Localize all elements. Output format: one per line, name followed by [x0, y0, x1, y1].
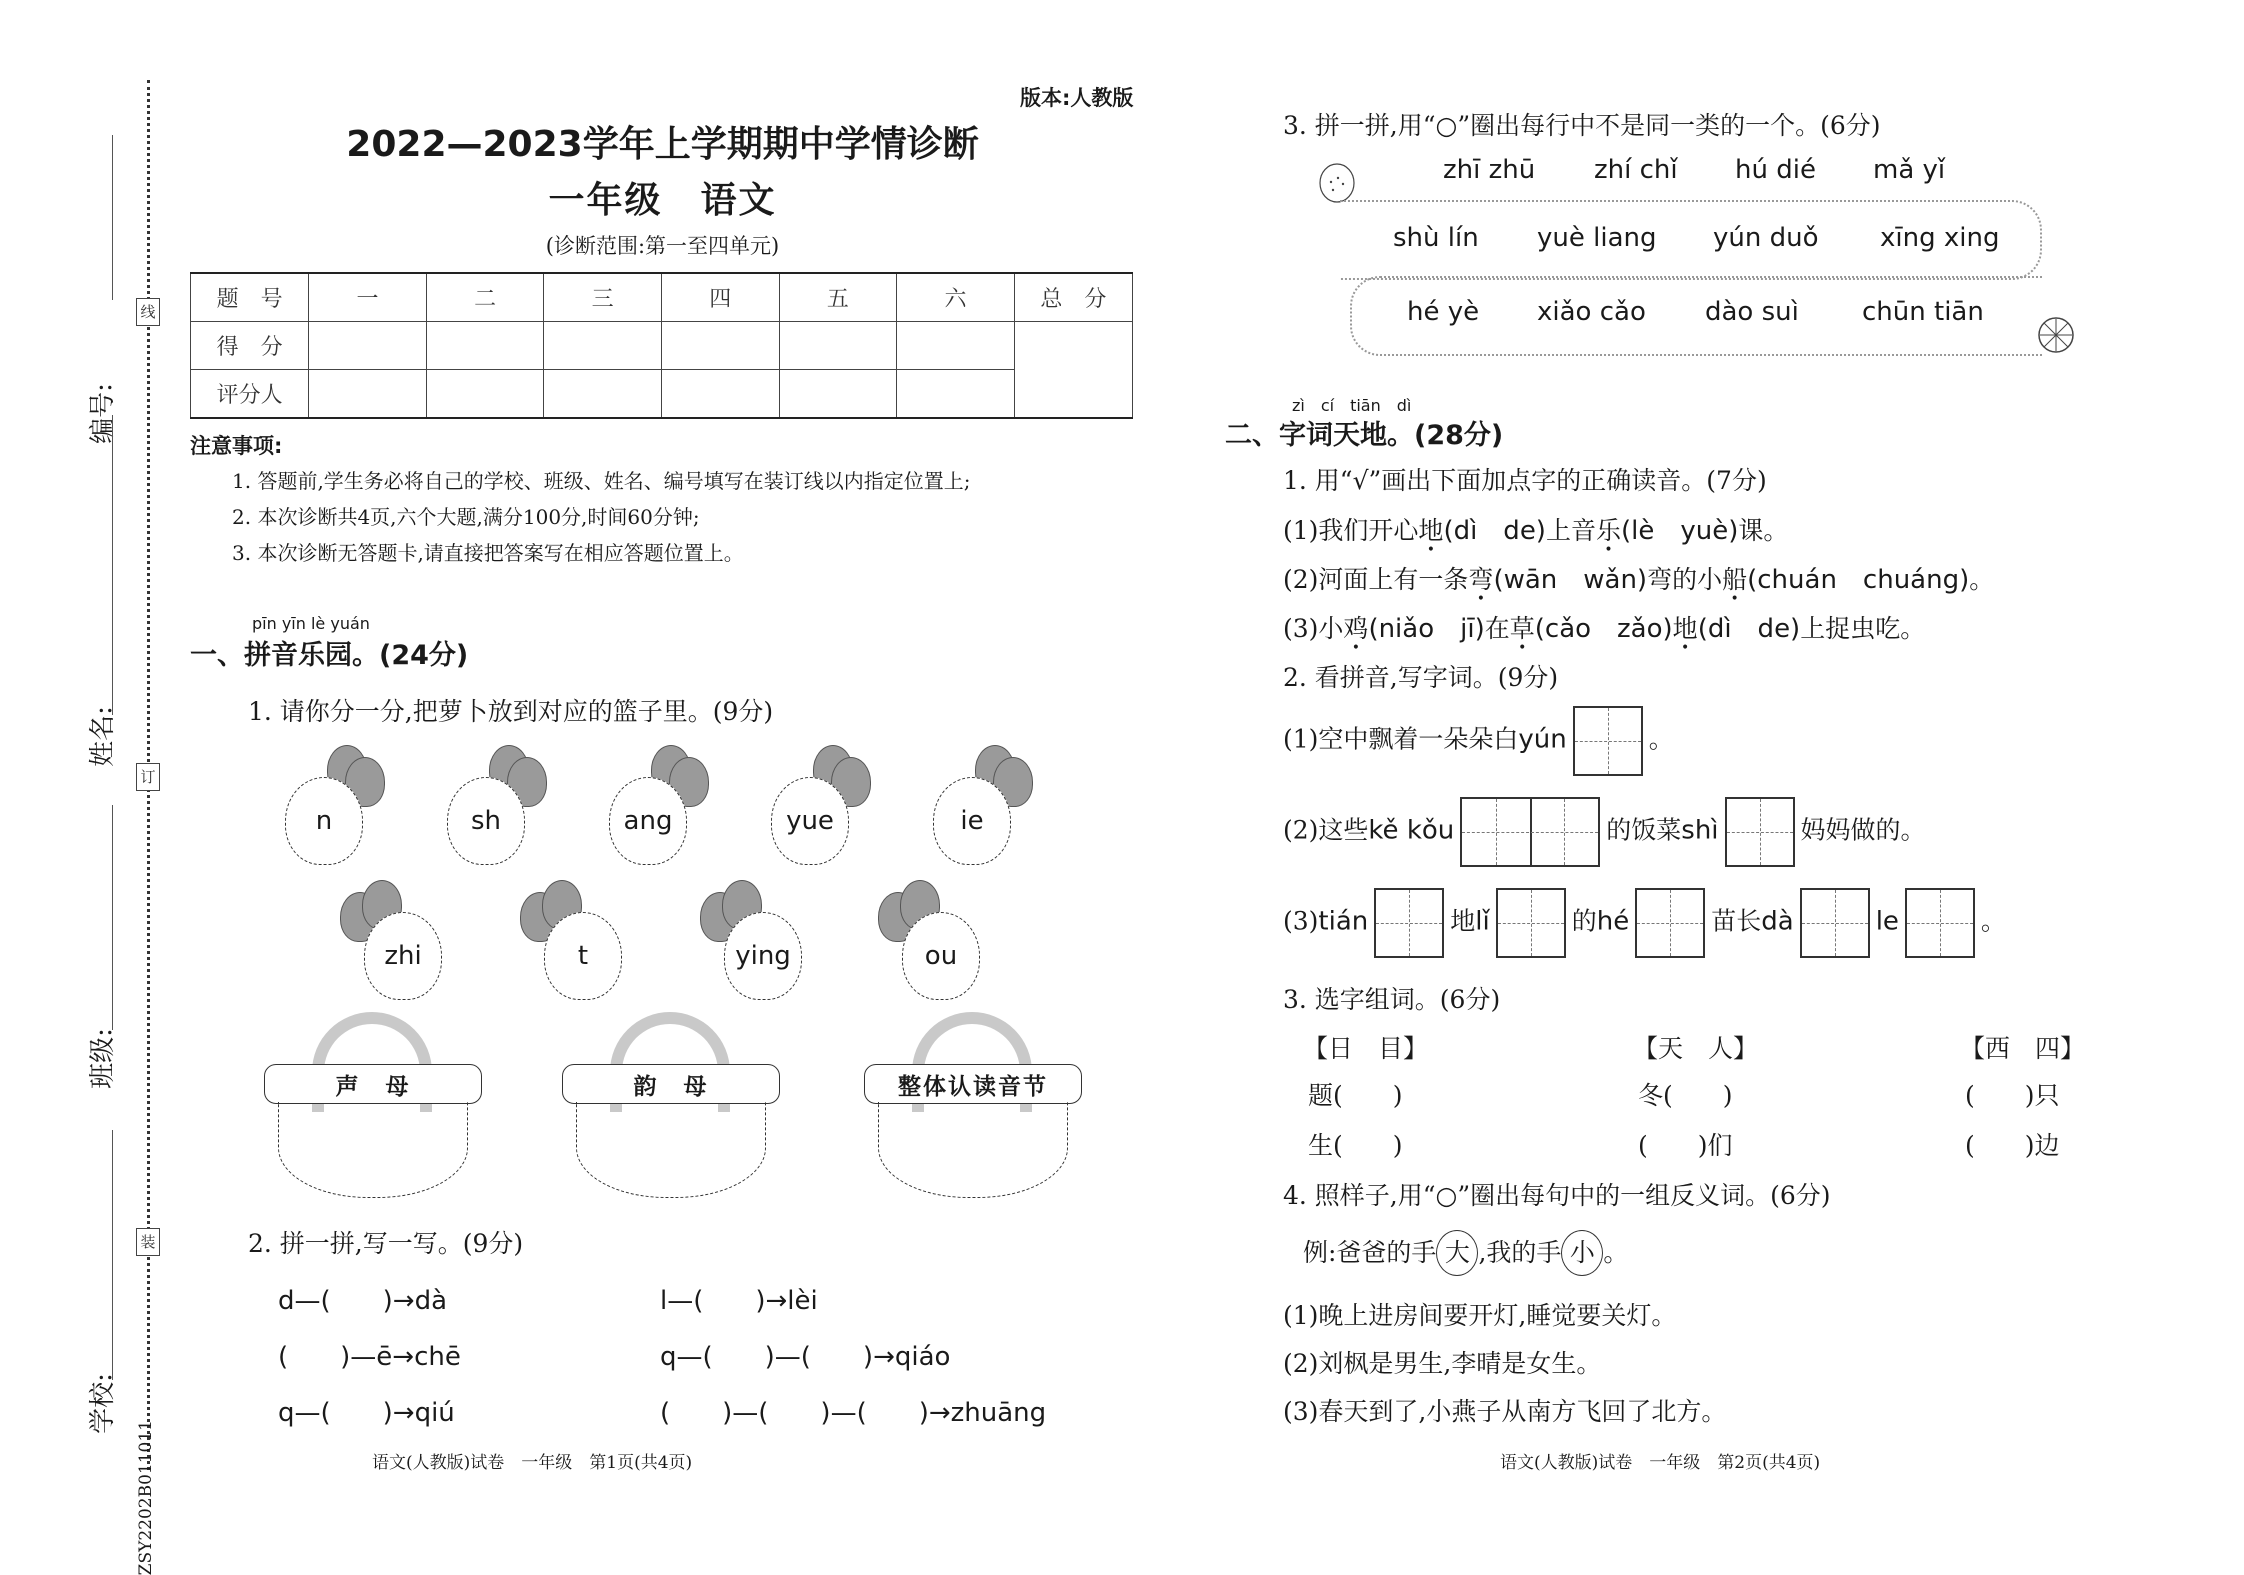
dotted-char: 船: [1722, 565, 1748, 594]
radish-syllable: yue: [771, 777, 849, 865]
score-input-cell[interactable]: [779, 322, 897, 370]
page-footer: 语文(人教版)试卷 一年级 第1页(共4页): [372, 1453, 693, 1473]
class-field-line[interactable]: [112, 805, 113, 1030]
dotted-char: 乐: [1595, 516, 1621, 545]
score-input-cell[interactable]: [661, 322, 779, 370]
score-table: [190, 272, 1133, 419]
score-header-cell: 总 分: [1014, 273, 1132, 322]
name-field-line[interactable]: [112, 415, 113, 715]
spelling-item[interactable]: ( )—ē→chē: [278, 1342, 461, 1372]
word-group-options: 【天 人】: [1633, 1034, 1759, 1063]
note-item: 2. 本次诊断共4页,六个大题,满分100分,时间60分钟;: [232, 505, 700, 529]
dotted-char: 地: [1418, 516, 1444, 545]
reading-text: 。: [1969, 565, 1995, 594]
antonym-example: [1303, 1230, 1628, 1276]
write-text: (2)这些: [1283, 815, 1369, 845]
dotted-char: 弯: [1468, 565, 1494, 594]
write-pinyin: dà: [1761, 906, 1794, 937]
dotted-char: 地: [1672, 614, 1698, 643]
score-header-cell: 二: [426, 273, 544, 322]
radish-syllable: ang: [609, 777, 687, 865]
q3-word[interactable]: mǎ yǐ: [1873, 155, 1946, 185]
version-label: 版本:人教版: [1020, 86, 1134, 110]
write-text: 的饭菜: [1606, 815, 1682, 845]
basket-finals[interactable]: [570, 1012, 770, 1197]
spelling-item[interactable]: d—( )→dà: [278, 1286, 448, 1316]
radish-card[interactable]: [340, 880, 440, 1000]
basket-label: 声 母: [264, 1064, 482, 1104]
section1-q1-prompt: 1. 请你分一分,把萝卜放到对应的篮子里。(9分): [248, 697, 774, 726]
radish-card[interactable]: [285, 745, 385, 865]
tianzi-grid[interactable]: [1374, 888, 1444, 958]
q3-word[interactable]: xīng xing: [1880, 223, 2000, 253]
tianzi-grid[interactable]: [1573, 706, 1643, 776]
radish-syllable: n: [285, 777, 363, 865]
reading-item: [1283, 559, 1994, 596]
word-group-item[interactable]: 题( ): [1308, 1081, 1403, 1110]
q3-word[interactable]: yún duǒ: [1713, 223, 1819, 253]
radish-syllable: t: [544, 912, 622, 1000]
write-pinyin: shì: [1681, 815, 1719, 846]
score-header-cell: 六: [897, 273, 1015, 322]
score-input-cell[interactable]: [544, 322, 662, 370]
write-pinyin: tián: [1318, 906, 1369, 937]
write-pinyin: yún: [1518, 724, 1567, 755]
basket-whole-syllables[interactable]: [872, 1012, 1072, 1197]
reading-text: 上音: [1545, 516, 1596, 545]
q3-word[interactable]: hé yè: [1407, 297, 1480, 327]
binding-mark-line: 线: [136, 298, 160, 326]
reading-item: [1283, 510, 1788, 547]
radish-card[interactable]: [609, 745, 709, 865]
score-input-cell[interactable]: [426, 322, 544, 370]
grader-input-cell[interactable]: [661, 370, 779, 419]
score-header-cell: 五: [779, 273, 897, 322]
q3-word[interactable]: xiǎo cǎo: [1537, 297, 1646, 327]
radish-card[interactable]: [878, 880, 978, 1000]
tianzi-grid-double[interactable]: [1460, 797, 1600, 867]
q3-prompt: 3. 拼一拼,用“○”圈出每行中不是同一类的一个。(6分): [1283, 111, 1881, 140]
class-label: 班级:: [87, 1028, 118, 1089]
spelling-item[interactable]: q—( )→qiú: [278, 1398, 455, 1428]
score-input-cell[interactable]: [309, 322, 427, 370]
word-group-item[interactable]: 生( ): [1308, 1131, 1403, 1160]
write-item: [1283, 888, 2006, 958]
dotted-char: 鸡: [1343, 614, 1369, 643]
radish-card[interactable]: [933, 745, 1033, 865]
antonym-sentence[interactable]: (3)春天到了,小燕子从南方飞回了北方。: [1283, 1397, 1727, 1426]
write-pinyin: hé: [1596, 906, 1630, 937]
grader-row-label: 评分人: [191, 370, 309, 419]
write-item: [1283, 706, 1674, 776]
write-text: 妈妈做的。: [1800, 815, 1926, 845]
reading-text: 弯的小: [1647, 565, 1723, 594]
radish-card[interactable]: [771, 745, 871, 865]
grader-input-cell[interactable]: [426, 370, 544, 419]
reading-options[interactable]: (dì de): [1697, 614, 1801, 644]
reading-text: (2)河面上有一条: [1283, 565, 1469, 594]
example-text: ,我的手: [1478, 1238, 1562, 1267]
orange-slice-icon: [2036, 315, 2076, 355]
school-field-line[interactable]: [112, 1130, 113, 1380]
reading-text: (1)我们开心: [1283, 516, 1419, 545]
section2-heading: 二、字词天地。(28分): [1225, 420, 1504, 451]
example-text: 例:爸爸的手: [1303, 1238, 1437, 1267]
dotted-char: 草: [1509, 614, 1535, 643]
basket-bowl: [878, 1102, 1068, 1198]
score-table-header-row: [191, 273, 1133, 322]
example-text: 。: [1603, 1238, 1629, 1267]
basket-bowl: [278, 1102, 468, 1198]
reading-text: 课。: [1738, 516, 1789, 545]
write-text: 。: [1648, 724, 1674, 754]
word-group-options: 【日 目】: [1303, 1034, 1429, 1063]
grader-row: [191, 370, 1133, 419]
write-pinyin: lǐ: [1475, 906, 1490, 937]
spelling-item[interactable]: l—( )→lèi: [660, 1286, 818, 1316]
radish-card[interactable]: [700, 880, 800, 1000]
section2-q1-prompt: 1. 用“√”画出下面加点字的正确读音。(7分): [1283, 466, 1767, 495]
word-group-item[interactable]: ( )边: [1965, 1131, 2060, 1160]
q3-word[interactable]: chūn tiān: [1862, 297, 1984, 327]
id-number-label: 编号:: [87, 383, 118, 444]
exam-scope: (诊断范围:第一至四单元): [545, 234, 780, 258]
tianzi-grid[interactable]: [1905, 888, 1975, 958]
reading-text: (3)小: [1283, 614, 1344, 643]
grader-input-cell[interactable]: [897, 370, 1015, 419]
reading-options[interactable]: (niǎo jī): [1368, 614, 1485, 644]
binding-mark-bind: 装: [136, 1228, 160, 1256]
section2-pinyin: zì cí tiān dì: [1292, 396, 1412, 415]
reading-options[interactable]: (chuán chuáng): [1747, 565, 1970, 595]
write-text: (3): [1283, 906, 1319, 936]
basket-label: 韵 母: [562, 1064, 780, 1104]
section2-q2-prompt: 2. 看拼音,写字词。(9分): [1283, 663, 1559, 692]
basket-initials[interactable]: [272, 1012, 472, 1197]
radish-card[interactable]: [447, 745, 547, 865]
score-header-cell: 三: [544, 273, 662, 322]
note-item: 1. 答题前,学生务必将自己的学校、班级、姓名、编号填写在装订线以内指定位置上;: [232, 469, 971, 493]
tianzi-grid[interactable]: [1800, 888, 1870, 958]
section2-q3-prompt: 3. 选字组词。(6分): [1283, 985, 1501, 1014]
grader-input-cell[interactable]: [309, 370, 427, 419]
grader-input-cell[interactable]: [779, 370, 897, 419]
radish-syllable: ying: [724, 912, 802, 1000]
radish-syllable: ie: [933, 777, 1011, 865]
note-item: 3. 本次诊断无答题卡,请直接把答案写在相应答题位置上。: [232, 541, 744, 565]
write-text: 。: [1980, 906, 2006, 936]
radish-syllable: sh: [447, 777, 525, 865]
reading-options[interactable]: (lè yuè): [1620, 516, 1739, 546]
tianzi-grid[interactable]: [1496, 888, 1566, 958]
score-table-row: [191, 322, 1133, 370]
total-score-cell[interactable]: [1014, 322, 1132, 419]
q3-word[interactable]: yuè liang: [1537, 223, 1657, 253]
exam-title: 2022—2023学年上学期期中学情诊断: [346, 124, 979, 165]
score-header-cell: 四: [661, 273, 779, 322]
score-header-cell: 一: [309, 273, 427, 322]
write-text: 的: [1571, 906, 1597, 936]
exam-code: ZSY2202B011011: [136, 1420, 156, 1575]
lemon-icon: [1316, 162, 1358, 204]
antonym-sentence[interactable]: (2)刘枫是男生,李晴是女生。: [1283, 1349, 1602, 1378]
circled-char: 大: [1436, 1230, 1478, 1276]
word-group-options: 【西 四】: [1960, 1034, 2086, 1063]
reading-item: [1283, 608, 1925, 645]
q3-word[interactable]: shù lín: [1393, 223, 1479, 253]
section1-q2-prompt: 2. 拼一拼,写一写。(9分): [248, 1229, 524, 1258]
radish-syllable: ou: [902, 912, 980, 1000]
spelling-item[interactable]: q—( )—( )→qiáo: [660, 1342, 951, 1372]
word-group-item[interactable]: ( )们: [1638, 1131, 1733, 1160]
section2-q4-prompt: 4. 照样子,用“○”圈出每句中的一组反义词。(6分): [1283, 1181, 1831, 1210]
id-number-field-line[interactable]: [112, 135, 113, 300]
radish-card[interactable]: [520, 880, 620, 1000]
reading-options[interactable]: (cǎo zǎo): [1534, 614, 1673, 644]
score-input-cell[interactable]: [897, 322, 1015, 370]
q3-word[interactable]: hú dié: [1735, 155, 1816, 185]
q3-word[interactable]: dào suì: [1705, 297, 1799, 327]
score-header-cell: 题 号: [191, 273, 309, 322]
antonym-sentence[interactable]: (1)晚上进房间要开灯,睡觉要关灯。: [1283, 1301, 1677, 1330]
school-label: 学校:: [87, 1373, 118, 1434]
notes-title: 注意事项:: [190, 434, 283, 458]
write-item: [1283, 797, 1926, 867]
word-group-item[interactable]: ( )只: [1965, 1081, 2060, 1110]
spelling-item[interactable]: ( )—( )—( )→zhuāng: [660, 1398, 1047, 1428]
basket-bowl: [576, 1102, 766, 1198]
tianzi-grid[interactable]: [1725, 797, 1795, 867]
reading-options[interactable]: (wān wǎn): [1493, 565, 1648, 595]
score-row-label: 得 分: [191, 322, 309, 370]
page-footer: 语文(人教版)试卷 一年级 第2页(共4页): [1500, 1453, 1821, 1473]
write-text: (1)空中飘着一朵朵白: [1283, 724, 1519, 754]
name-label: 姓名:: [87, 706, 118, 767]
q3-word[interactable]: zhí chǐ: [1594, 155, 1678, 185]
write-text: 地: [1450, 906, 1476, 936]
basket-label: 整体认读音节: [864, 1064, 1082, 1104]
reading-text: 上捉虫吃。: [1800, 614, 1926, 643]
tianzi-grid[interactable]: [1635, 888, 1705, 958]
circled-char: 小: [1561, 1230, 1603, 1276]
write-pinyin: kě kǒu: [1368, 815, 1455, 846]
binding-mark-staple: 订: [136, 763, 160, 791]
grader-input-cell[interactable]: [544, 370, 662, 419]
word-group-item[interactable]: 冬( ): [1638, 1081, 1733, 1110]
q3-word[interactable]: zhī zhū: [1443, 155, 1536, 185]
radish-syllable: zhi: [364, 912, 442, 1000]
section1-heading: 一、拼音乐园。(24分): [190, 640, 469, 671]
write-pinyin: le: [1875, 906, 1899, 937]
reading-options[interactable]: (dì de): [1443, 516, 1546, 546]
section1-pinyin: pīn yīn lè yuán: [252, 614, 370, 633]
reading-text: 在: [1484, 614, 1510, 643]
write-text: 苗长: [1711, 906, 1762, 936]
exam-subject: 一年级 语文: [548, 180, 777, 221]
